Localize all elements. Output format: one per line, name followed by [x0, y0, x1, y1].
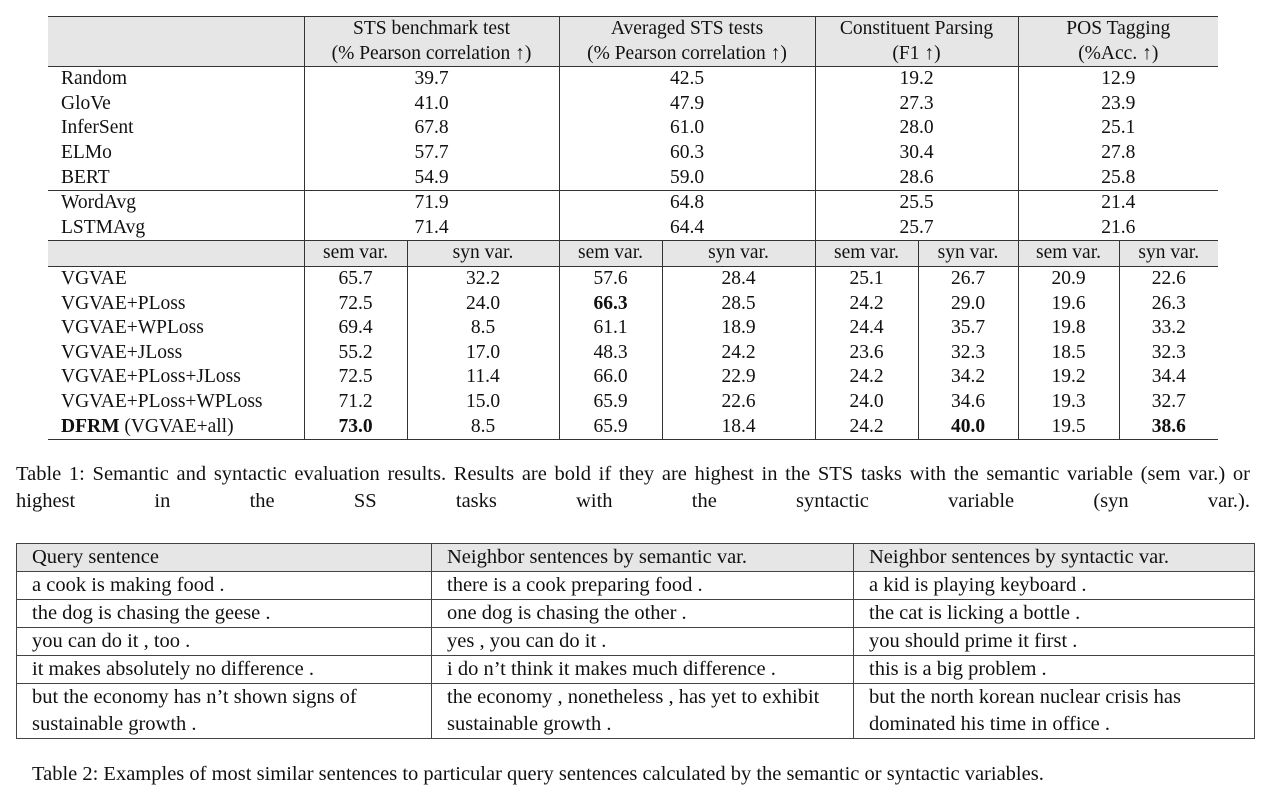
value-cell	[304, 415, 407, 440]
baseline-rows	[48, 67, 1218, 191]
row-label: VGVAE+PLoss	[61, 292, 186, 314]
table-row	[48, 92, 1218, 117]
value-cell: 24.0	[815, 390, 918, 415]
value-cell	[918, 415, 1018, 440]
group-header-parsing: Constituent Parsing	[815, 17, 1018, 42]
row-label: VGVAE	[61, 267, 127, 289]
results-table	[48, 16, 1218, 440]
value-cell: 48.3	[559, 341, 662, 366]
value-cell: 67.8	[304, 116, 559, 141]
best-value: 40.0	[950, 415, 986, 437]
final-row	[48, 415, 1218, 440]
value-cell: 18.9	[662, 316, 815, 341]
value-cell: 11.4	[407, 365, 559, 390]
sentence-cell: but the economy has n’t shown signs of sustainable growth .	[17, 684, 432, 739]
value-cell: 65.9	[559, 390, 662, 415]
value-cell: 72.5	[304, 292, 407, 317]
value-cell: 34.4	[1119, 365, 1218, 390]
sentence-cell: it makes absolutely no difference .	[17, 656, 432, 684]
value-cell: 24.2	[662, 341, 815, 366]
value-cell: 64.8	[559, 191, 815, 216]
group-metric-sts-b: (% Pearson correlation ↑)	[304, 42, 559, 67]
row-label: VGVAE+PLoss+WPLoss	[61, 390, 263, 412]
row-label: ELMo	[61, 141, 112, 163]
average-rows	[48, 191, 1218, 241]
value-cell: 71.4	[304, 216, 559, 241]
value-cell	[559, 292, 662, 317]
table-row	[48, 365, 1218, 390]
value-cell: 39.7	[304, 67, 559, 92]
sentence-cell: you can do it , too .	[17, 628, 432, 656]
table-row	[17, 628, 1255, 656]
sub-header-cell: syn var.	[662, 241, 815, 267]
value-cell: 19.6	[1018, 292, 1119, 317]
row-label: VGVAE+PLoss+JLoss	[61, 366, 241, 388]
sentence-cell: a kid is playing keyboard .	[854, 572, 1255, 600]
sub-header-cell: sem var.	[304, 241, 407, 267]
value-cell: 72.5	[304, 365, 407, 390]
best-value: 38.6	[1151, 415, 1186, 437]
value-cell: 19.8	[1018, 316, 1119, 341]
table-row	[48, 67, 1218, 92]
value-cell: 28.5	[662, 292, 815, 317]
sentence-cell: one dog is chasing the other .	[432, 600, 854, 628]
value-cell: 30.4	[815, 141, 1018, 166]
value-cell: 54.9	[304, 166, 559, 191]
final-row-group	[48, 415, 1218, 440]
value-cell: 25.7	[815, 216, 1018, 241]
sentence-cell: a cook is making food .	[17, 572, 432, 600]
header-row-1	[48, 17, 1218, 42]
sub-header-cell: sem var.	[815, 241, 918, 267]
header-row	[17, 544, 1255, 572]
row-label: WordAvg	[48, 191, 304, 216]
value-cell: 23.6	[815, 341, 918, 366]
group-header-sts-avg: Averaged STS tests	[559, 17, 815, 42]
value-cell: 32.3	[1119, 341, 1218, 366]
value-cell: 24.2	[815, 292, 918, 317]
header-row-2	[48, 42, 1218, 67]
row-label: Random	[61, 68, 128, 90]
table-row	[17, 572, 1255, 600]
value-cell: 22.6	[662, 390, 815, 415]
table-row	[48, 141, 1218, 166]
value-cell: 59.0	[559, 166, 815, 191]
value-cell: 64.4	[559, 216, 815, 241]
value-cell: 34.6	[918, 390, 1018, 415]
value-cell	[1119, 415, 1218, 440]
value-cell: 28.6	[815, 166, 1018, 191]
column-header: Query sentence	[17, 544, 432, 572]
value-cell: 33.2	[1119, 316, 1218, 341]
corner-cell	[48, 241, 304, 267]
value-cell: 28.0	[815, 116, 1018, 141]
value-cell: 32.7	[1119, 390, 1218, 415]
table-row	[48, 216, 1218, 241]
value-cell: 25.5	[815, 191, 1018, 216]
value-cell: 35.7	[918, 316, 1018, 341]
column-header: Neighbor sentences by semantic var.	[432, 544, 854, 572]
value-cell: 24.2	[815, 415, 918, 440]
table-row	[48, 292, 1218, 317]
table-row	[48, 316, 1218, 341]
table-row	[48, 341, 1218, 366]
sub-header-row	[48, 241, 1218, 267]
value-cell: 23.9	[1018, 92, 1218, 117]
sub-header-cell: syn var.	[407, 241, 559, 267]
group-header-pos: POS Tagging	[1018, 17, 1218, 42]
sub-header-row-group	[48, 241, 1218, 267]
value-cell: 71.2	[304, 390, 407, 415]
best-value: 73.0	[338, 415, 373, 437]
table-row	[17, 600, 1255, 628]
value-cell: 20.9	[1018, 266, 1119, 291]
row-label: VGVAE+WPLoss	[61, 317, 204, 339]
value-cell: 8.5	[407, 415, 559, 440]
value-cell: 32.3	[918, 341, 1018, 366]
value-cell: 61.1	[559, 316, 662, 341]
value-cell: 22.9	[662, 365, 815, 390]
value-cell: 27.3	[815, 92, 1018, 117]
sentence-cell: the economy , nonetheless , has yet to exhibit sustainable growth .	[432, 684, 854, 739]
value-cell: 32.2	[407, 266, 559, 291]
value-cell: 18.4	[662, 415, 815, 440]
value-cell: 17.0	[407, 341, 559, 366]
value-cell: 19.5	[1018, 415, 1119, 440]
value-cell: 61.0	[559, 116, 815, 141]
value-cell: 55.2	[304, 341, 407, 366]
group-metric-pos: (%Acc. ↑)	[1018, 42, 1218, 67]
group-header-sts-b: STS benchmark test	[304, 17, 559, 42]
value-cell: 34.2	[918, 365, 1018, 390]
value-cell: 25.1	[815, 266, 918, 291]
table-row	[48, 266, 1218, 291]
value-cell: 65.9	[559, 415, 662, 440]
value-cell: 25.1	[1018, 116, 1218, 141]
row-label	[48, 415, 304, 440]
sentence-cell: this is a big problem .	[854, 656, 1255, 684]
value-cell: 21.4	[1018, 191, 1218, 216]
value-cell: 18.5	[1018, 341, 1119, 366]
value-cell: 29.0	[918, 292, 1018, 317]
value-cell: 26.3	[1119, 292, 1218, 317]
sub-header-cell: sem var.	[559, 241, 662, 267]
model-rows	[48, 266, 1218, 414]
table-row	[48, 191, 1218, 216]
value-cell: 69.4	[304, 316, 407, 341]
value-cell: 22.6	[1119, 266, 1218, 291]
row-label: LSTMAvg	[61, 216, 146, 238]
value-cell: 41.0	[304, 92, 559, 117]
value-cell: 21.6	[1018, 216, 1218, 241]
value-cell: 60.3	[559, 141, 815, 166]
sentence-cell: the cat is licking a bottle .	[854, 600, 1255, 628]
best-value: 66.3	[593, 292, 628, 314]
group-metric-sts-avg: (% Pearson correlation ↑)	[559, 42, 815, 67]
value-cell: 12.9	[1018, 67, 1218, 92]
row-label: GloVe	[61, 92, 111, 114]
value-cell: 42.5	[559, 67, 815, 92]
value-cell: 24.2	[815, 365, 918, 390]
group-metric-parsing: (F1 ↑)	[815, 42, 1018, 67]
sentence-cell: i do n’t think it makes much difference .	[432, 656, 854, 684]
value-cell: 19.3	[1018, 390, 1119, 415]
table2-caption: Table 2: Examples of most similar sentences to particular query sentences calculated by the semantic or syntactic variables.	[32, 763, 1044, 785]
corner-cell	[48, 42, 304, 67]
model-name-rest: (VGVAE+all)	[119, 415, 234, 437]
row-label: VGVAE+JLoss	[61, 341, 183, 363]
value-cell: 28.4	[662, 266, 815, 291]
column-header: Neighbor sentences by syntactic var.	[854, 544, 1255, 572]
value-cell: 65.7	[304, 266, 407, 291]
row-label: BERT	[61, 166, 110, 188]
sub-header-cell: sem var.	[1018, 241, 1119, 267]
corner-cell	[48, 17, 304, 42]
model-name-bold: DFRM	[61, 415, 120, 437]
value-cell: 47.9	[559, 92, 815, 117]
sentence-cell: but the north korean nuclear crisis has dominated his time in office .	[854, 684, 1255, 739]
table-row	[48, 390, 1218, 415]
value-cell: 57.6	[559, 266, 662, 291]
value-cell: 19.2	[1018, 365, 1119, 390]
neighbor-table	[16, 543, 1255, 739]
value-cell: 15.0	[407, 390, 559, 415]
value-cell: 26.7	[918, 266, 1018, 291]
value-cell: 71.9	[304, 191, 559, 216]
value-cell: 27.8	[1018, 141, 1218, 166]
value-cell: 25.8	[1018, 166, 1218, 191]
value-cell: 66.0	[559, 365, 662, 390]
sentence-cell: the dog is chasing the geese .	[17, 600, 432, 628]
sub-header-cell: syn var.	[1119, 241, 1218, 267]
table-row	[48, 166, 1218, 191]
sub-header-cell: syn var.	[918, 241, 1018, 267]
sentence-cell: you should prime it first .	[854, 628, 1255, 656]
table-row	[17, 656, 1255, 684]
value-cell: 57.7	[304, 141, 559, 166]
value-cell: 19.2	[815, 67, 1018, 92]
table1-caption: Table 1: Semantic and syntactic evaluation results. Results are bold if they are highest in the STS tasks with the semantic variable (sem var.) or highest in the SS tasks with the syntactic variable (syn var.).	[16, 463, 1250, 512]
table-row	[48, 116, 1218, 141]
row-label: InferSent	[61, 117, 134, 139]
value-cell: 24.4	[815, 316, 918, 341]
table-row	[17, 684, 1255, 739]
sentence-cell: yes , you can do it .	[432, 628, 854, 656]
value-cell: 8.5	[407, 316, 559, 341]
sentence-cell: there is a cook preparing food .	[432, 572, 854, 600]
value-cell: 24.0	[407, 292, 559, 317]
